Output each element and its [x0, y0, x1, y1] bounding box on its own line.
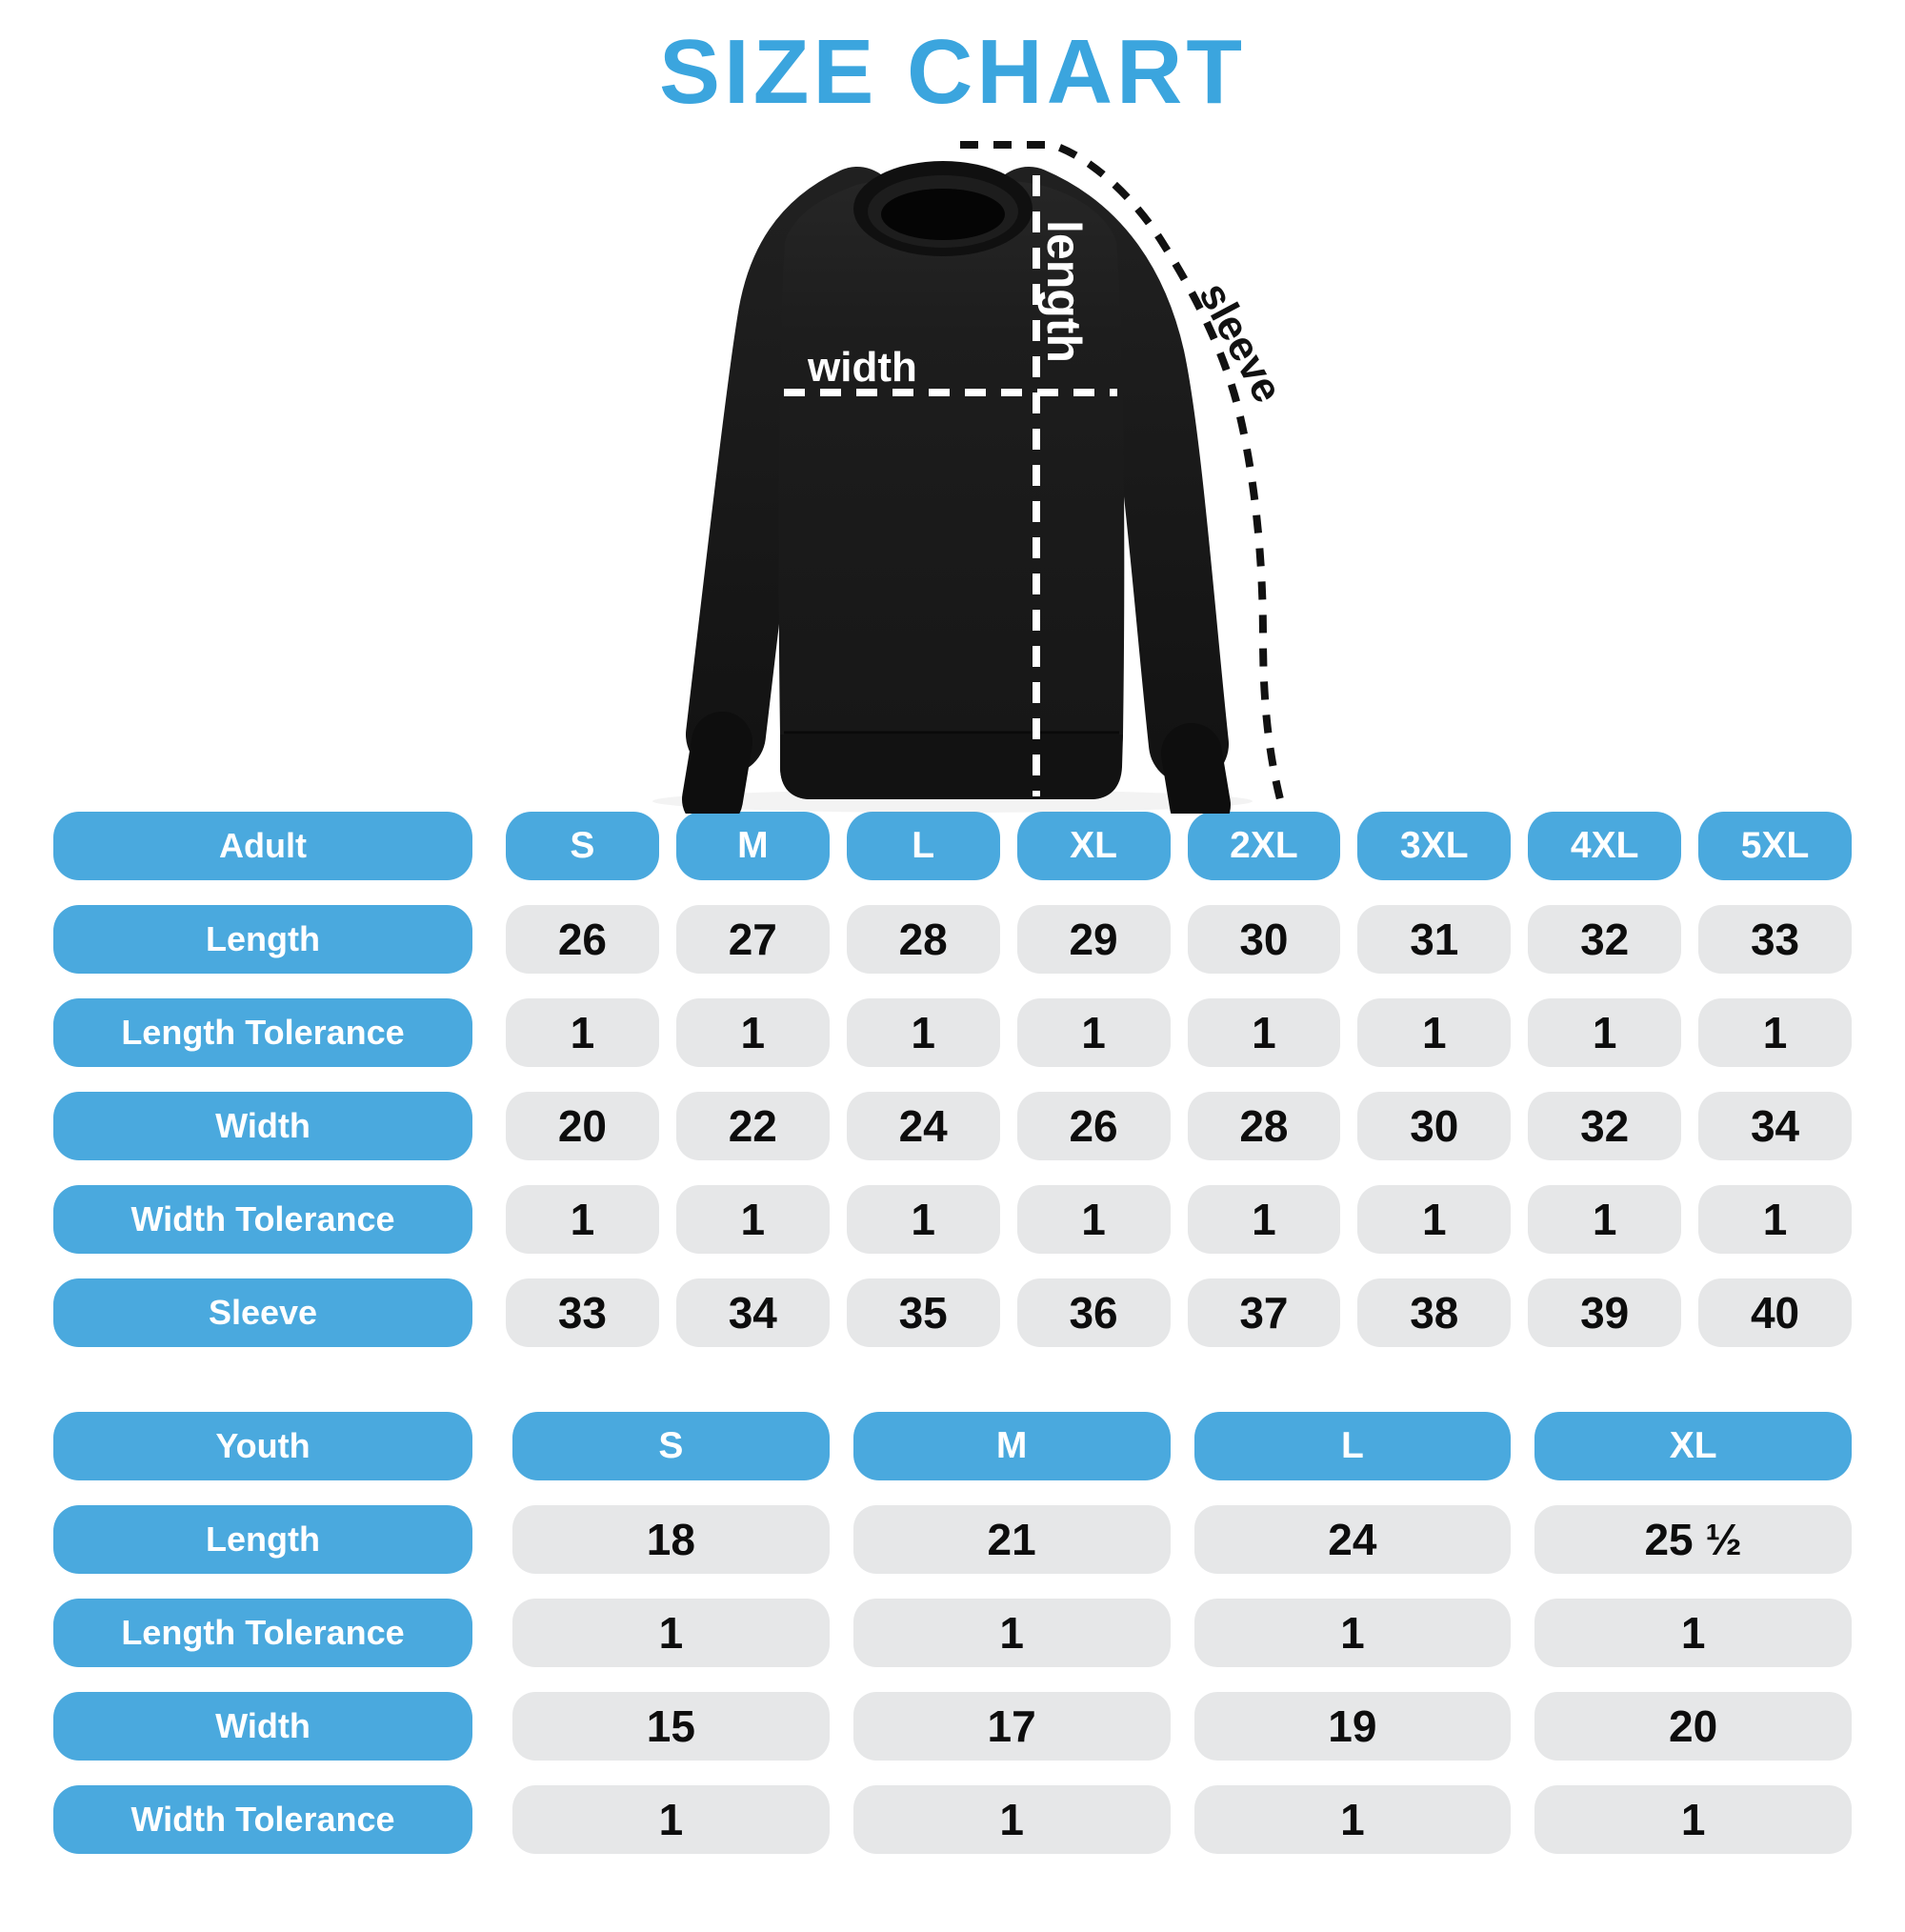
- sleeve-label: sleeve: [1190, 274, 1292, 411]
- youth-col-header-m: M: [853, 1412, 1171, 1480]
- adult-row-label: Sleeve: [53, 1278, 472, 1347]
- adult-value-cell: 34: [1698, 1092, 1852, 1160]
- adult-value-cell: 27: [676, 905, 830, 974]
- adult-value-cell: 1: [676, 998, 830, 1067]
- adult-value-cell: 34: [676, 1278, 830, 1347]
- youth-value-cell: 21: [853, 1505, 1171, 1574]
- adult-value-cell: 1: [1698, 998, 1852, 1067]
- adult-value-cell: 39: [1528, 1278, 1681, 1347]
- adult-col-header-xl: XL: [1017, 812, 1171, 880]
- adult-row-label: Width: [53, 1092, 472, 1160]
- adult-value-cell: 38: [1357, 1278, 1511, 1347]
- youth-value-cell: 1: [853, 1785, 1171, 1854]
- adult-size-table: [0, 812, 1905, 1347]
- youth-value-cell: 18: [512, 1505, 830, 1574]
- adult-row-label: Length: [53, 905, 472, 974]
- youth-value-cell: 1: [512, 1785, 830, 1854]
- adult-value-cell: 28: [847, 905, 1000, 974]
- sweatshirt-measurement-diagram: [0, 118, 1905, 812]
- adult-value-cell: 1: [1528, 998, 1681, 1067]
- adult-value-cell: 1: [1357, 998, 1511, 1067]
- adult-value-cell: 32: [1528, 905, 1681, 974]
- youth-value-cell: 1: [1194, 1599, 1512, 1667]
- adult-row-label: Width Tolerance: [53, 1185, 472, 1254]
- youth-value-cell: 25 ½: [1534, 1505, 1852, 1574]
- page-title: SIZE CHART: [659, 21, 1246, 123]
- youth-value-cell: 1: [512, 1599, 830, 1667]
- youth-value-cell: 24: [1194, 1505, 1512, 1574]
- adult-value-cell: 32: [1528, 1092, 1681, 1160]
- youth-row-label: Width: [53, 1692, 472, 1761]
- youth-col-header-l: L: [1194, 1412, 1512, 1480]
- adult-value-cell: 1: [676, 1185, 830, 1254]
- adult-col-header-l: L: [847, 812, 1000, 880]
- adult-value-cell: 22: [676, 1092, 830, 1160]
- adult-value-cell: 37: [1188, 1278, 1341, 1347]
- adult-value-cell: 1: [1017, 998, 1171, 1067]
- size-chart-page: [0, 21, 1905, 1932]
- collar-hole: [881, 189, 1005, 240]
- adult-value-cell: 35: [847, 1278, 1000, 1347]
- adult-col-header-5xl: 5XL: [1698, 812, 1852, 880]
- youth-value-cell: 1: [853, 1599, 1171, 1667]
- youth-value-cell: 15: [512, 1692, 830, 1761]
- adult-value-cell: 1: [1188, 998, 1341, 1067]
- adult-col-header-m: M: [676, 812, 830, 880]
- adult-value-cell: 24: [847, 1092, 1000, 1160]
- adult-value-cell: 33: [506, 1278, 659, 1347]
- adult-value-cell: 31: [1357, 905, 1511, 974]
- adult-value-cell: 36: [1017, 1278, 1171, 1347]
- right-cuff: [1192, 754, 1200, 805]
- youth-value-cell: 20: [1534, 1692, 1852, 1761]
- adult-value-cell: 28: [1188, 1092, 1341, 1160]
- adult-value-cell: 29: [1017, 905, 1171, 974]
- adult-value-cell: 1: [1698, 1185, 1852, 1254]
- adult-value-cell: 1: [1188, 1185, 1341, 1254]
- adult-table-title: Adult: [53, 812, 472, 880]
- adult-value-cell: 20: [506, 1092, 659, 1160]
- adult-col-header-4xl: 4XL: [1528, 812, 1681, 880]
- youth-col-header-xl: XL: [1534, 1412, 1852, 1480]
- adult-value-cell: 26: [1017, 1092, 1171, 1160]
- adult-row-label: Length Tolerance: [53, 998, 472, 1067]
- adult-col-header-s: S: [506, 812, 659, 880]
- adult-value-cell: 1: [506, 998, 659, 1067]
- adult-value-cell: 30: [1357, 1092, 1511, 1160]
- adult-value-cell: 1: [1528, 1185, 1681, 1254]
- youth-value-cell: 19: [1194, 1692, 1512, 1761]
- youth-value-cell: 1: [1534, 1785, 1852, 1854]
- youth-col-header-s: S: [512, 1412, 830, 1480]
- adult-value-cell: 1: [506, 1185, 659, 1254]
- youth-size-table: [0, 1412, 1905, 1854]
- sweatshirt-image: [619, 132, 1362, 814]
- adult-value-cell: 30: [1188, 905, 1341, 974]
- youth-value-cell: 1: [1194, 1785, 1512, 1854]
- left-cuff: [712, 742, 722, 799]
- width-label: width: [808, 344, 917, 391]
- youth-row-label: Length: [53, 1505, 472, 1574]
- adult-value-cell: 1: [847, 1185, 1000, 1254]
- adult-value-cell: 1: [847, 998, 1000, 1067]
- adult-value-cell: 40: [1698, 1278, 1852, 1347]
- length-label: length: [1037, 220, 1091, 363]
- adult-col-header-3xl: 3XL: [1357, 812, 1511, 880]
- youth-table-title: Youth: [53, 1412, 472, 1480]
- youth-row-label: Length Tolerance: [53, 1599, 472, 1667]
- youth-row-label: Width Tolerance: [53, 1785, 472, 1854]
- hem-rib: [780, 735, 1123, 799]
- adult-value-cell: 33: [1698, 905, 1852, 974]
- youth-value-cell: 1: [1534, 1599, 1852, 1667]
- youth-value-cell: 17: [853, 1692, 1171, 1761]
- adult-col-header-2xl: 2XL: [1188, 812, 1341, 880]
- adult-value-cell: 1: [1357, 1185, 1511, 1254]
- adult-value-cell: 1: [1017, 1185, 1171, 1254]
- adult-value-cell: 26: [506, 905, 659, 974]
